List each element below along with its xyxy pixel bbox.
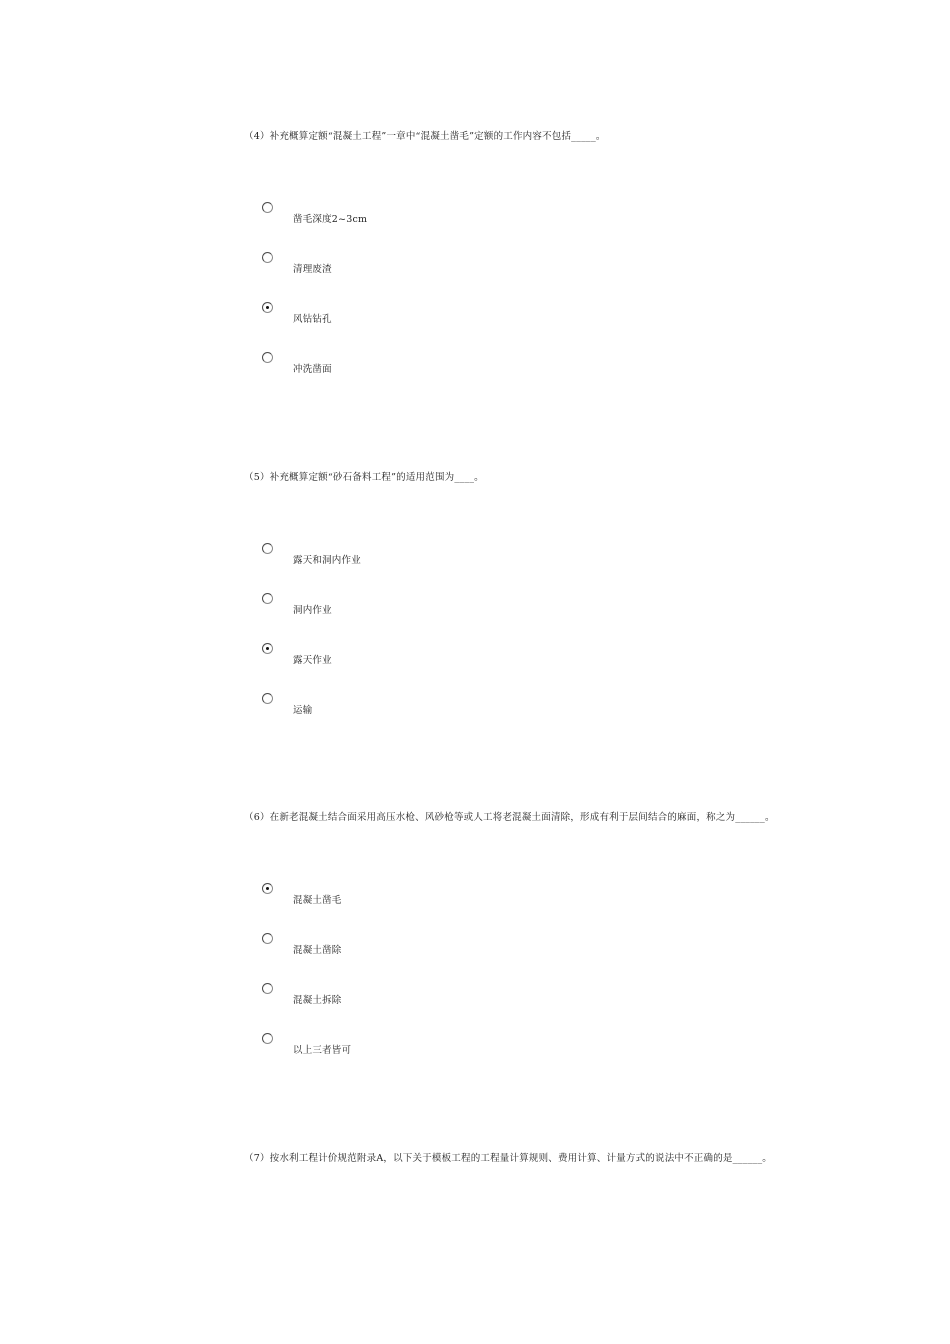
option-a[interactable] [262,883,462,907]
option-label: 以上三者皆可 [293,1045,352,1056]
radio-button-icon[interactable] [262,352,273,363]
option-d[interactable] [262,1033,462,1057]
option-a[interactable] [262,202,462,226]
radio-button-checked-icon[interactable] [262,883,273,894]
option-label: 清理废渣 [293,264,332,275]
option-a[interactable] [262,543,462,567]
radio-button-checked-icon[interactable] [262,643,273,654]
option-c[interactable] [262,302,462,326]
option-label: 凿毛深度2~3cm [293,214,368,225]
option-label: 露天和洞内作业 [293,555,361,566]
option-d[interactable] [262,352,462,376]
option-label: 风钻钻孔 [293,314,332,325]
option-label: 冲洗凿面 [293,364,332,375]
question-text: （7）按水利工程计价规范附录A，以下关于模板工程的工程量计算规则、费用计算、计量方式的说法中不正确的是______。 [244,1153,773,1164]
radio-button-icon[interactable] [262,252,273,263]
option-label: 露天作业 [293,655,332,666]
option-b[interactable] [262,593,462,617]
radio-button-icon[interactable] [262,543,273,554]
option-label: 混凝土拆除 [293,995,342,1006]
radio-button-checked-icon[interactable] [262,302,273,313]
radio-button-icon[interactable] [262,593,273,604]
option-label: 混凝土凿毛 [293,895,342,906]
radio-button-icon[interactable] [262,1033,273,1044]
option-b[interactable] [262,933,462,957]
option-d[interactable] [262,693,462,717]
option-label: 洞内作业 [293,605,332,616]
radio-button-icon[interactable] [262,693,273,704]
option-b[interactable] [262,252,462,276]
radio-button-icon[interactable] [262,933,273,944]
option-label: 混凝土凿除 [293,945,342,956]
option-label: 运输 [293,705,313,716]
option-c[interactable] [262,983,462,1007]
option-c[interactable] [262,643,462,667]
question-text: （4）补充概算定额“混凝土工程”一章中“混凝土凿毛”定额的工作内容不包括_____。 [244,131,606,142]
question-text: （6）在新老混凝土结合面采用高压水枪、风砂枪等或人工将老混凝土面清除，形成有利于层间结合的麻面，称之为______。 [244,812,775,823]
radio-button-icon[interactable] [262,202,273,213]
question-text: （5）补充概算定额“砂石备料工程”的适用范围为____。 [244,472,484,483]
radio-button-icon[interactable] [262,983,273,994]
